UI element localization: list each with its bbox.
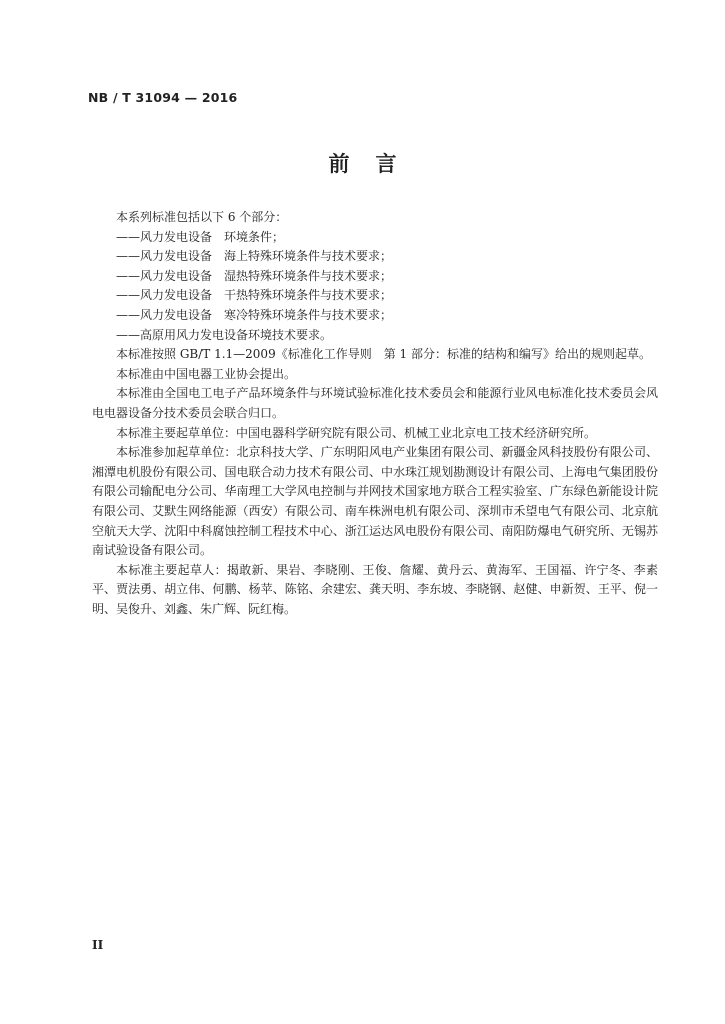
committee-paragraph: 本标准由全国电工电子产品环境条件与环境试验标准化技术委员会和能源行业风电标准化技术委员会风电电器设备分技术委员会联合归口。 bbox=[92, 386, 658, 420]
list-item: ——风力发电设备 寒冷特殊环境条件与技术要求； bbox=[116, 307, 393, 322]
drafting-rule-paragraph: 本标准按照 GB/T 1.1—2009《标准化工作导则 第 1 部分：标准的结构和编写》给出的规则起草。 bbox=[116, 347, 651, 362]
page-title: 前言 bbox=[328, 151, 423, 176]
list-item: ——风力发电设备 海上特殊环境条件与技术要求； bbox=[116, 249, 393, 264]
list-item: ——高原用风力发电设备环境技术要求。 bbox=[116, 327, 333, 342]
intro-text: 本系列标准包括以下 6 个部分： bbox=[116, 210, 288, 224]
proposer-paragraph: 本标准由中国电器工业协会提出。 bbox=[116, 366, 297, 381]
page-number: II bbox=[92, 938, 104, 952]
participating-units-paragraph: 本标准参加起草单位：北京科技大学、广东明阳风电产业集团有限公司、新疆金风科技股份有限公司、湘潭电机股份有限公司、国电联合动力技术有限公司、中水珠江规划勘测设计有限公司、上海电气集团股份有限公司输配电分公司、华南理工大学风电控制与并网技术国家地方联合工程实验室、广东绿色新能设计院有限公司、艾默生网络能源（西安）有限公司、南车株洲电机有限公司、深圳市禾望电气有限公司、北京航空航天大学、沈阳中科腐蚀控制工程技术中心、浙江运达风电股份有限公司、南阳防爆电气研究所、无锡苏南试验设备有限公司。 bbox=[92, 445, 658, 558]
main-drafting-units-paragraph: 本标准主要起草单位：中国电器科学研究院有限公司、机械工业北京电工技术经济研究所。 bbox=[116, 425, 597, 440]
list-item: ——风力发电设备 环境条件； bbox=[116, 229, 285, 244]
drafters-paragraph: 本标准主要起草人：揭敢新、果岩、李晓刚、王俊、詹耀、黄丹云、黄海军、王国福、许宁冬、李素平、贾法勇、胡立伟、何鹏、杨苹、陈铭、余建宏、龚天明、李东坡、李晓钢、赵健、申新贺、王平、倪一明、吴俊升、刘鑫、朱广辉、阮红梅。 bbox=[92, 562, 658, 616]
list-item: ——风力发电设备 湿热特殊环境条件与技术要求； bbox=[116, 268, 393, 283]
standard-code-header: NB / T 31094 — 2016 bbox=[88, 90, 238, 105]
foreword-body bbox=[92, 208, 658, 619]
list-item: ——风力发电设备 干热特殊环境条件与技术要求； bbox=[116, 288, 393, 303]
